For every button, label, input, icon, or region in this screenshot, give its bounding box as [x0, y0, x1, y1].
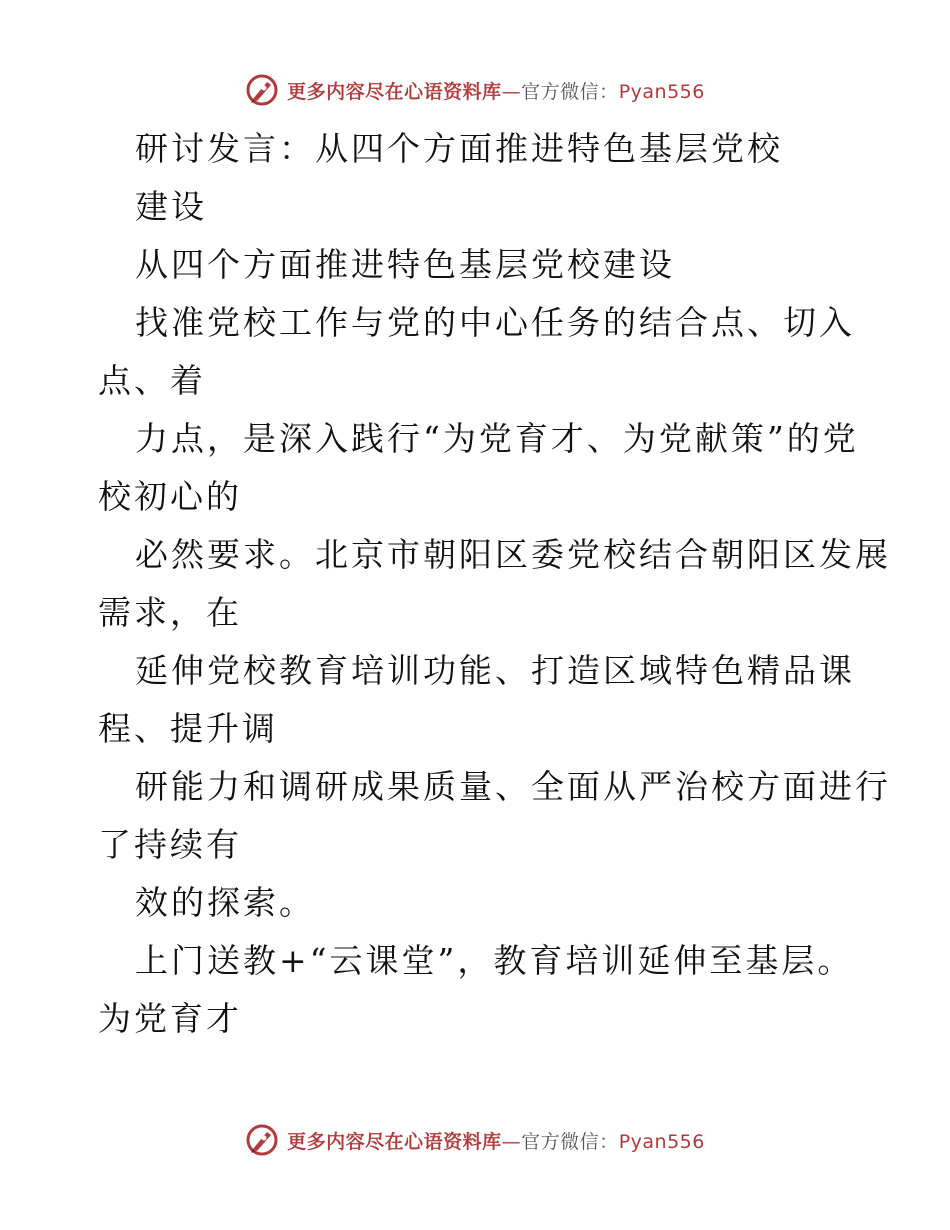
banner-label: 官方微信： [521, 80, 619, 103]
doc-line: 延伸党校教育培训功能、打造区域特色精品课 [135, 651, 855, 690]
banner-brand: 更多内容尽在心语资料库 [287, 80, 502, 103]
header-banner [0, 70, 950, 110]
doc-line-title-cont: 建设 [135, 187, 207, 226]
doc-line: 了持续有 [98, 825, 242, 864]
doc-line: 需求，在 [98, 593, 242, 632]
banner-handle: Pyan556 [618, 1130, 705, 1153]
banner-separator: — [501, 1130, 522, 1153]
doc-line: 为党育才 [98, 999, 242, 1038]
doc-line: 研能力和调研成果质量、全面从严治校方面进行 [135, 767, 891, 806]
footer-banner [0, 1120, 950, 1160]
doc-line: 找准党校工作与党的中心任务的结合点、切入 [135, 303, 855, 342]
doc-line: 程、提升调 [98, 709, 278, 748]
doc-line: 校初心的 [98, 477, 242, 516]
banner-separator: — [501, 80, 522, 103]
banner-label: 官方微信： [521, 1130, 619, 1153]
doc-line: 必然要求。北京市朝阳区委党校结合朝阳区发展 [135, 535, 891, 574]
pen-logo-icon [245, 1123, 279, 1157]
doc-line: 效的探索。 [135, 883, 315, 922]
banner-text [287, 1127, 705, 1154]
doc-line-heading: 从四个方面推进特色基层党校建设 [135, 245, 675, 284]
doc-line: 力点，是深入践行“为党育才、为党献策”的党 [135, 419, 859, 458]
doc-line: 点、着 [98, 361, 206, 400]
doc-line-subheading: 上门送教+“云课堂”，教育培训延伸至基层。 [135, 941, 854, 980]
banner-brand: 更多内容尽在心语资料库 [287, 1130, 502, 1153]
pen-logo-icon [245, 73, 279, 107]
doc-line-title: 研讨发言：从四个方面推进特色基层党校 [135, 129, 783, 168]
banner-handle: Pyan556 [618, 80, 705, 103]
banner-text [287, 77, 705, 104]
